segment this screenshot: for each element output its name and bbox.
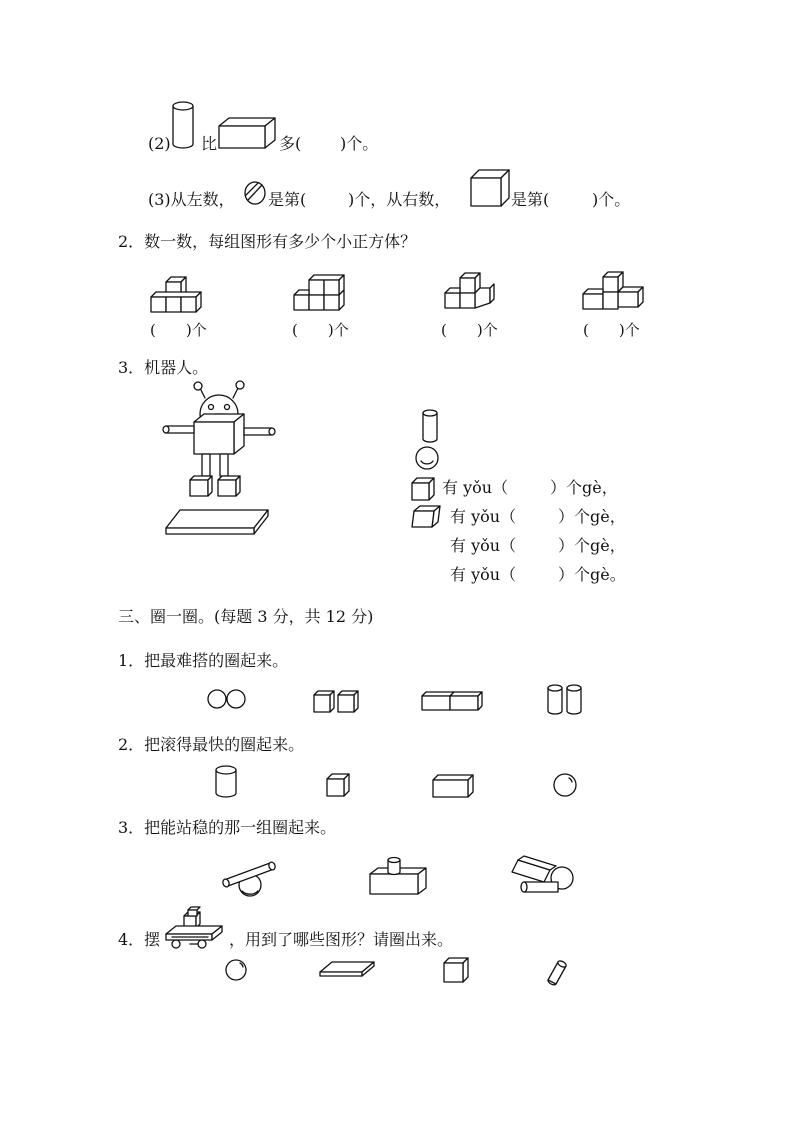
sphere-option[interactable] — [552, 772, 578, 798]
ball-icon — [243, 180, 267, 206]
count-row-3-a: 有 yǒu（ — [450, 536, 517, 555]
two-cubes-option[interactable] — [312, 688, 362, 714]
cube-stack-3-icon — [442, 270, 498, 316]
part3-q1: 1．把最难搭的圈起来。 — [118, 651, 289, 670]
cube-stack-2-icon — [292, 268, 352, 314]
cube-choice[interactable] — [442, 956, 470, 984]
count-row-2-a: 有 yǒu（ — [450, 507, 517, 526]
cylinder-choice[interactable] — [544, 956, 570, 988]
count-row-1-b: ）个gè， — [550, 478, 618, 497]
q3-close: )个。 — [592, 190, 631, 209]
sphere-choice[interactable] — [224, 958, 248, 982]
robot-figure — [160, 376, 280, 536]
count-row-4-b: ）个gè。 — [558, 565, 626, 584]
cart-figure — [162, 904, 228, 950]
q3-middle: )个，从右数， — [348, 190, 451, 209]
cube-icon — [469, 168, 511, 208]
cube-stack-1-icon — [146, 270, 210, 312]
q2-than: 比 — [201, 134, 218, 153]
answer-blank-4[interactable]: ( )个 — [583, 321, 640, 339]
part3-q3: 3．把能站稳的那一组圈起来。 — [118, 818, 337, 837]
part3-q4-prefix: 4．摆 — [118, 930, 161, 949]
part3-q2: 2．把滚得最快的圈起来。 — [118, 735, 305, 754]
answer-blank-1[interactable]: ( )个 — [150, 321, 207, 339]
answer-blank-2[interactable]: ( )个 — [292, 321, 349, 339]
unstable-stack-option[interactable] — [220, 858, 280, 898]
cube-stack-4-icon — [578, 268, 648, 314]
count-row-2-b: ）个gè， — [558, 507, 626, 526]
flat-cuboid-choice[interactable] — [318, 960, 376, 980]
part3-header: 三、圈一圈。(每题 3 分，共 12 分) — [118, 607, 374, 626]
sphere-small-icon — [414, 445, 440, 471]
q3-is-first: 是第( — [268, 190, 307, 209]
cuboid-icon — [217, 116, 277, 152]
section2-title: 2．数一数，每组图形有多少个小正方体？ — [118, 232, 417, 251]
section3-title: 3．机器人。 — [118, 358, 209, 377]
cylinder-option[interactable] — [214, 765, 238, 799]
count-row-3-b: ）个gè， — [558, 536, 626, 555]
two-cylinders-option[interactable] — [546, 684, 586, 716]
q2-close: )个。 — [340, 134, 379, 153]
cylinder-icon — [171, 100, 195, 150]
cuboid-option[interactable] — [431, 773, 475, 799]
q3-is-second: 是第( — [511, 190, 550, 209]
answer-blank-3[interactable]: ( )个 — [441, 321, 498, 339]
count-row-1-a: 有 yǒu（ — [442, 478, 509, 497]
two-balls-option[interactable] — [207, 688, 247, 710]
cube-small-icon — [410, 476, 436, 502]
q2-more: 多( — [279, 134, 302, 153]
cube-option[interactable] — [325, 772, 351, 798]
tilted-stack-option[interactable] — [510, 852, 576, 894]
part3-q4-suffix: ，用到了哪些图形？请圈出来。 — [229, 930, 454, 949]
count-row-4-a: 有 yǒu（ — [450, 565, 517, 584]
cylinder-small-icon — [421, 408, 439, 444]
two-cuboids-option[interactable] — [420, 690, 486, 712]
q3-prefix: (3)从左数， — [148, 190, 235, 209]
stable-stack-option[interactable] — [368, 856, 428, 898]
cuboid-small-icon — [410, 504, 442, 530]
q2-number: (2) — [148, 134, 171, 153]
